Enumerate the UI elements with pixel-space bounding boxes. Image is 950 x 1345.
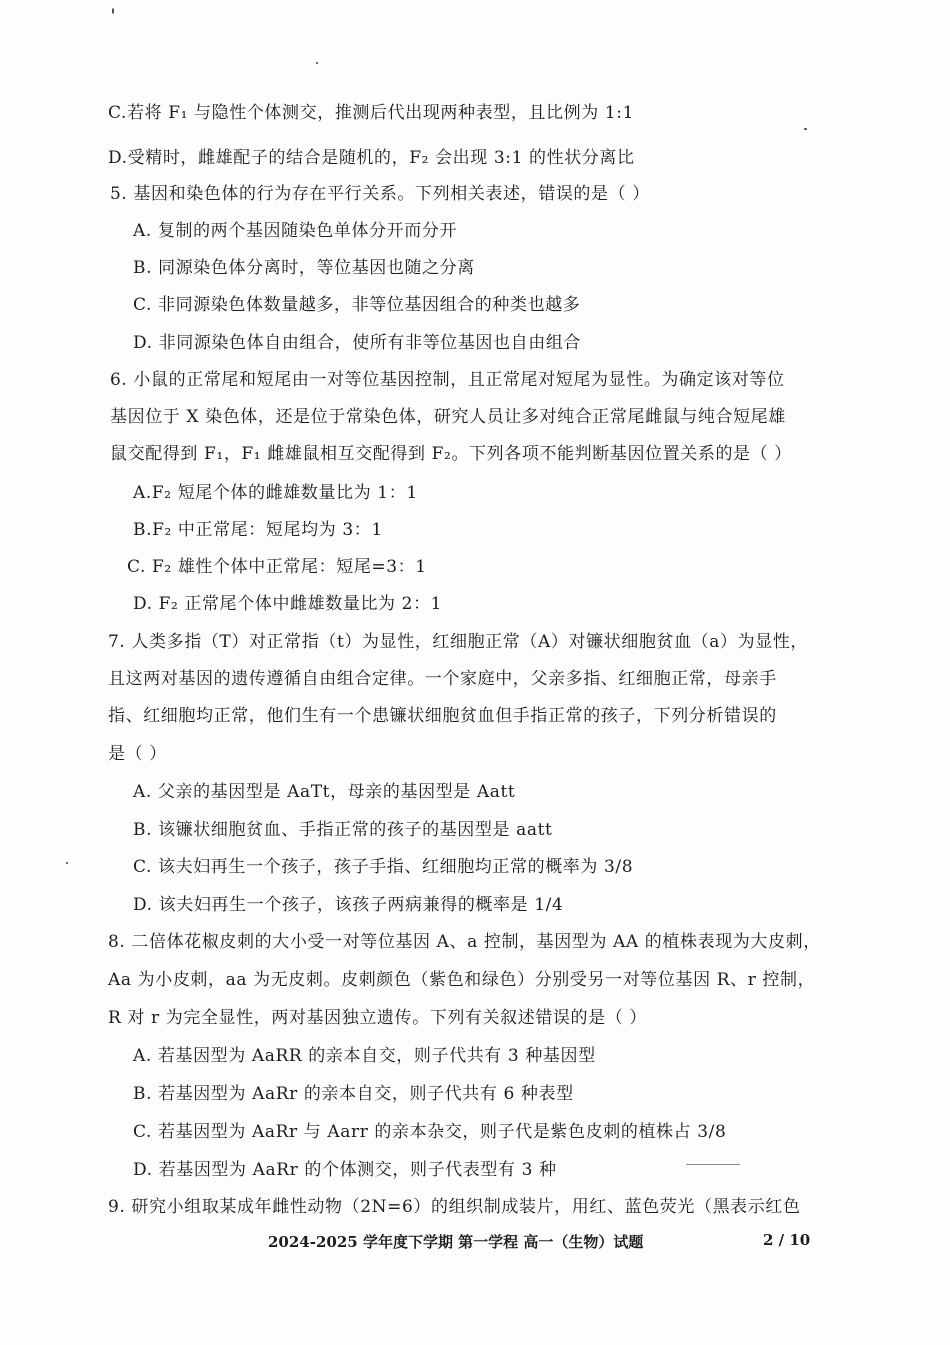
question-5-option-d: D. 非同源染色体自由组合，使所有非等位基因也自由组合 [133, 333, 582, 353]
question-6-option-a: A.F₂ 短尾个体的雌雄数量比为 1：1 [133, 483, 418, 503]
question-6-option-b: B.F₂ 中正常尾：短尾均为 3：1 [133, 520, 383, 540]
question-7-stem-line-2: 且这两对基因的遗传遵循自由组合定律。一个家庭中，父亲多指、红细胞正常，母亲手 [108, 669, 777, 689]
scan-speck [112, 8, 114, 14]
question-7-stem-line-3: 指、红细胞均正常，他们生有一个患镰状细胞贫血但手指正常的孩子，下列分析错误的 [108, 706, 777, 726]
scan-speck [686, 1164, 740, 1165]
question-9-stem-line-1: 9. 研究小组取某成年雌性动物（2N=6）的组织制成装片，用红、蓝色荧光（黑表示红色 [108, 1197, 801, 1217]
question-6-stem-line-1: 6. 小鼠的正常尾和短尾由一对等位基因控制，且正常尾对短尾为显性。为确定该对等位 [110, 370, 785, 390]
scan-speck [316, 62, 318, 64]
question-4-option-d: D.受精时，雌雄配子的结合是随机的，F₂ 会出现 3:1 的性状分离比 [108, 148, 635, 168]
page-footer [0, 1231, 950, 1255]
question-5-option-a: A. 复制的两个基因随染色单体分开而分开 [133, 221, 458, 241]
question-7-option-a: A. 父亲的基因型是 AaTt，母亲的基因型是 Aatt [133, 782, 516, 802]
question-8-option-c: C. 若基因型为 AaRr 与 Aarr 的亲本杂交，则子代是紫色皮刺的植株占 3/8 [133, 1122, 727, 1142]
question-8-stem-line-3: R 对 r 为完全显性，两对基因独立遗传。下列有关叙述错误的是（ ） [108, 1008, 647, 1028]
exam-title: 2024-2025 学年度下学期 第一学程 高一（生物）试题 [268, 1233, 644, 1251]
question-7-option-b: B. 该镰状细胞贫血、手指正常的孩子的基因型是 aatt [133, 820, 553, 840]
question-8-option-a: A. 若基因型为 AaRR 的亲本自交，则子代共有 3 种基因型 [133, 1046, 596, 1066]
question-6-option-c: C. F₂ 雄性个体中正常尾：短尾=3：1 [127, 557, 427, 577]
scan-speck [804, 128, 807, 130]
question-7-stem-line-1: 7. 人类多指（T）对正常指（t）为显性，红细胞正常（A）对镰状细胞贫血（a）为显性， [108, 632, 809, 652]
question-8-stem-line-2: Aa 为小皮刺，aa 为无皮刺。皮刺颜色（紫色和绿色）分别受另一对等位基因 R、r 控制， [108, 970, 816, 990]
question-5-stem: 5. 基因和染色体的行为存在平行关系。下列相关表述，错误的是（ ） [110, 184, 650, 204]
question-8-option-b: B. 若基因型为 AaRr 的亲本自交，则子代共有 6 种表型 [133, 1084, 574, 1104]
question-7-option-d: D. 该夫妇再生一个孩子，该孩子两病兼得的概率是 1/4 [133, 895, 564, 915]
question-5-option-b: B. 同源染色体分离时，等位基因也随之分离 [133, 258, 475, 278]
question-5-option-c: C. 非同源染色体数量越多，非等位基因组合的种类也越多 [133, 295, 581, 315]
question-6-option-d: D. F₂ 正常尾个体中雌雄数量比为 2：1 [133, 594, 443, 614]
question-4-option-c: C.若将 F₁ 与隐性个体测交，推测后代出现两种表型，且比例为 1:1 [108, 103, 634, 123]
page-number: 2 / 10 [763, 1231, 811, 1249]
question-8-option-d: D. 若基因型为 AaRr 的个体测交，则子代表型有 3 种 [133, 1160, 557, 1180]
question-7-stem-line-4: 是（ ） [108, 744, 167, 764]
question-6-stem-line-3: 鼠交配得到 F₁，F₁ 雌雄鼠相互交配得到 F₂。下列各项不能判断基因位置关系的是（ ） [110, 444, 792, 464]
question-8-stem-line-1: 8. 二倍体花椒皮刺的大小受一对等位基因 A、a 控制，基因型为 AA 的植株表现为大皮刺， [108, 932, 821, 952]
scan-speck [66, 862, 68, 864]
question-7-option-c: C. 该夫妇再生一个孩子，孩子手指、红细胞均正常的概率为 3/8 [133, 857, 634, 877]
question-6-stem-line-2: 基因位于 X 染色体，还是位于常染色体，研究人员让多对纯合正常尾雌鼠与纯合短尾雄 [110, 407, 786, 427]
